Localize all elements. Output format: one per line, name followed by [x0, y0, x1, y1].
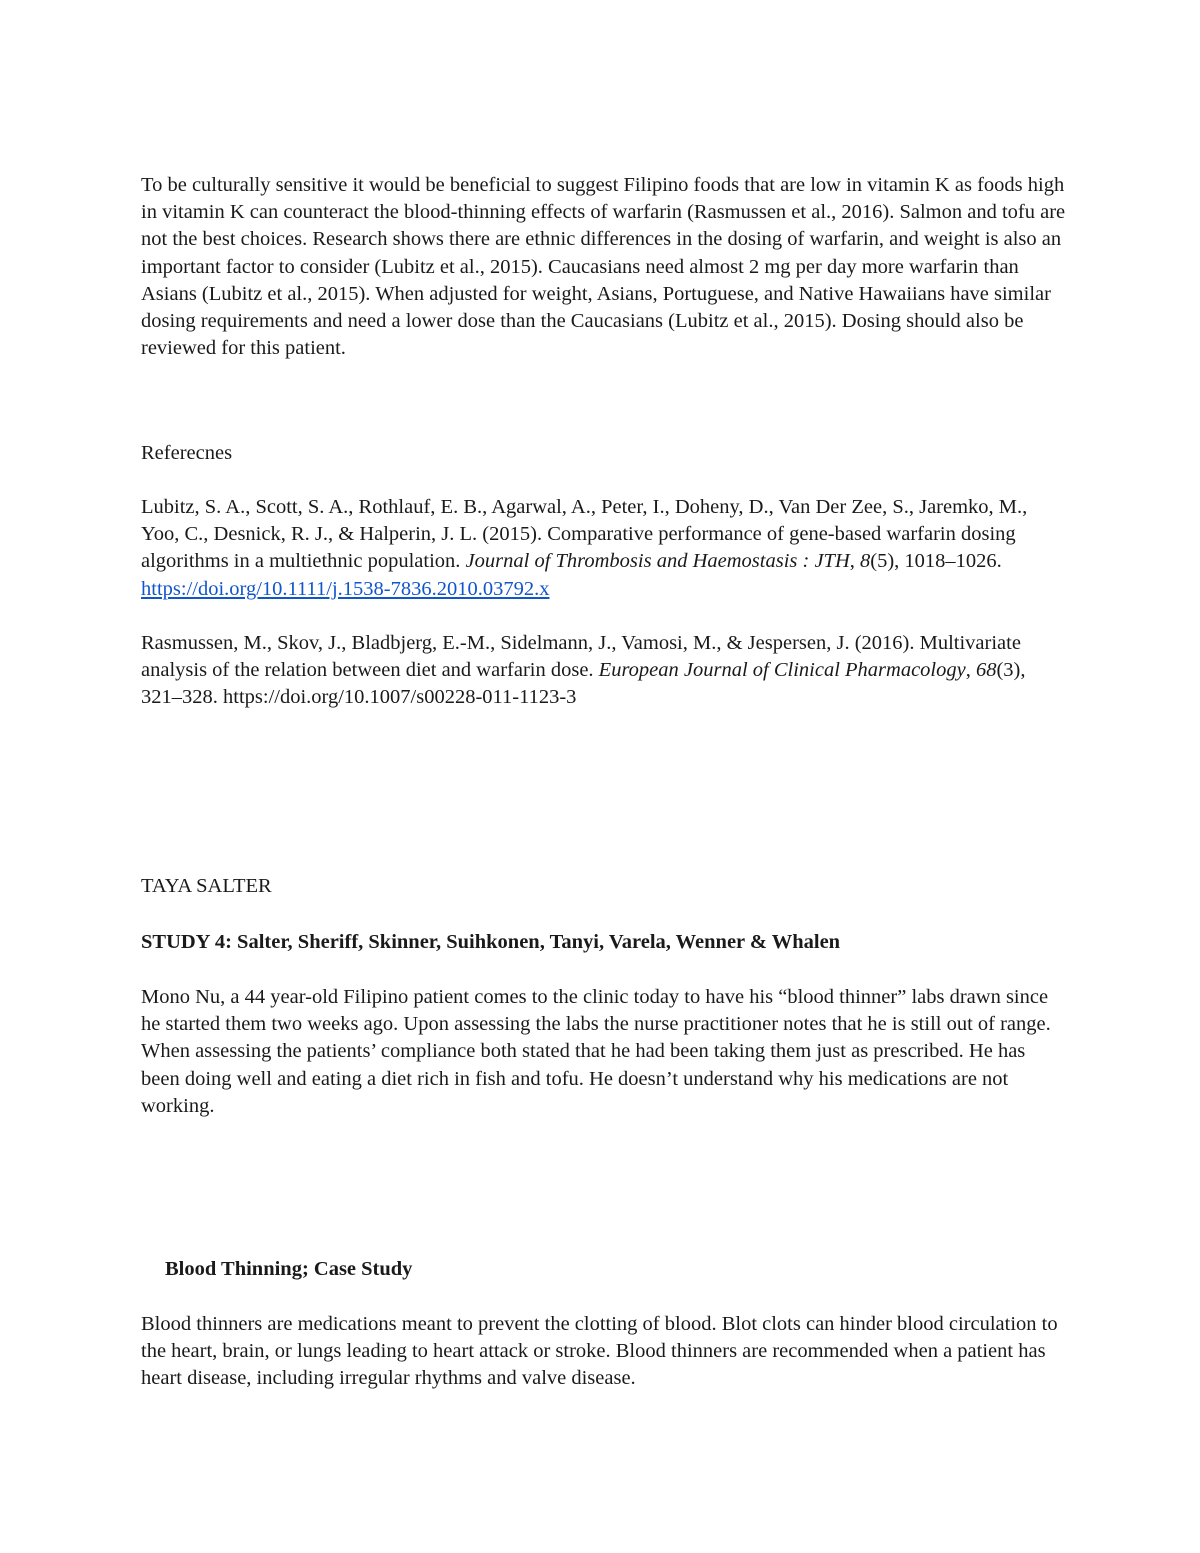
reference-separator: , [849, 550, 861, 573]
study-heading: STUDY 4: Salter, Sheriff, Skinner, Suihkonen, Tanyi, Varela, Wenner & Whalen [141, 931, 841, 953]
author-name: TAYA SALTER [141, 875, 272, 897]
doi-link[interactable]: https://doi.org/10.1111/j.1538-7836.2010.03792.x [141, 577, 550, 600]
reference-doi: https://doi.org/10.1007/s00228-011-1123-3 [223, 686, 577, 709]
reference-separator: , [965, 659, 976, 682]
references-heading: Referecnes [141, 442, 233, 464]
reference-pages: (5), 1018–1026. [870, 550, 1002, 573]
reference-item-rasmussen [141, 630, 1066, 712]
intro-paragraph: To be culturally sensitive it would be beneficial to suggest Filipino foods that are low in vitamin K as foods high in vitamin K can counteract the blood-thinning effects of warfarin (Rasmussen et al., 2016). Salmon and tofu are not the best choices. Research shows there are ethnic differences in the dosing of warfarin, and weight is also an important factor to consider (Lubitz et al., 2015). Caucasians need almost 2 mg per day more warfarin than Asians (Lubitz et al., 2015). When adjusted for weight, Asians, Portuguese, and Native Hawaiians have similar dosing requirements and need a lower dose than the Caucasians (Lubitz et al., 2015). Dosing should also be reviewed for this patient. [141, 174, 1066, 360]
reference-journal: Journal of Thrombosis and Haemostasis : JTH [465, 550, 850, 573]
reference-volume: 68 [975, 659, 997, 682]
reference-text: Lubitz, S. A., Scott, S. A., Rothlauf, E. B., Agarwal, A., Peter, I., Doheny, D., Van Der Zee, S., Jaremko, M., Yoo, C., Desnick, R. J., & Halperin, J. L. (2015). Comparative performance of gene-based warfarin dosing algorithms in a multiethnic population. [141, 496, 1028, 573]
reference-pages: (3), 321–328. [141, 659, 1026, 709]
reference-text: Rasmussen, M., Skov, J., Bladbjerg, E.-M., Sidelmann, J., Vamosi, M., & Jespersen, J. (2016). Multivariate analysis of the relation between diet and warfarin dose. [141, 632, 1021, 682]
reference-volume: 8 [860, 550, 871, 573]
section-subheading: Blood Thinning; Case Study [165, 1258, 413, 1280]
reference-item-lubitz [141, 494, 1066, 603]
case-paragraph: Mono Nu, a 44 year-old Filipino patient comes to the clinic today to have his “blood thinner” labs drawn since he started them two weeks ago. Upon assessing the labs the nurse practitioner notes that he is still out of range. When assessing the patients’ compliance both stated that he had been taking them just as prescribed. He has been doing well and eating a diet rich in fish and tofu. He doesn’t understand why his medications are not working. [141, 986, 1051, 1117]
final-paragraph: Blood thinners are medications meant to prevent the clotting of blood. Blot clots can hinder blood circulation to the heart, brain, or lungs leading to heart attack or stroke. Blood thinners are recommended when a patient has heart disease, including irregular rhythms and valve disease. [141, 1313, 1058, 1390]
reference-journal: European Journal of Clinical Pharmacology [598, 659, 966, 682]
